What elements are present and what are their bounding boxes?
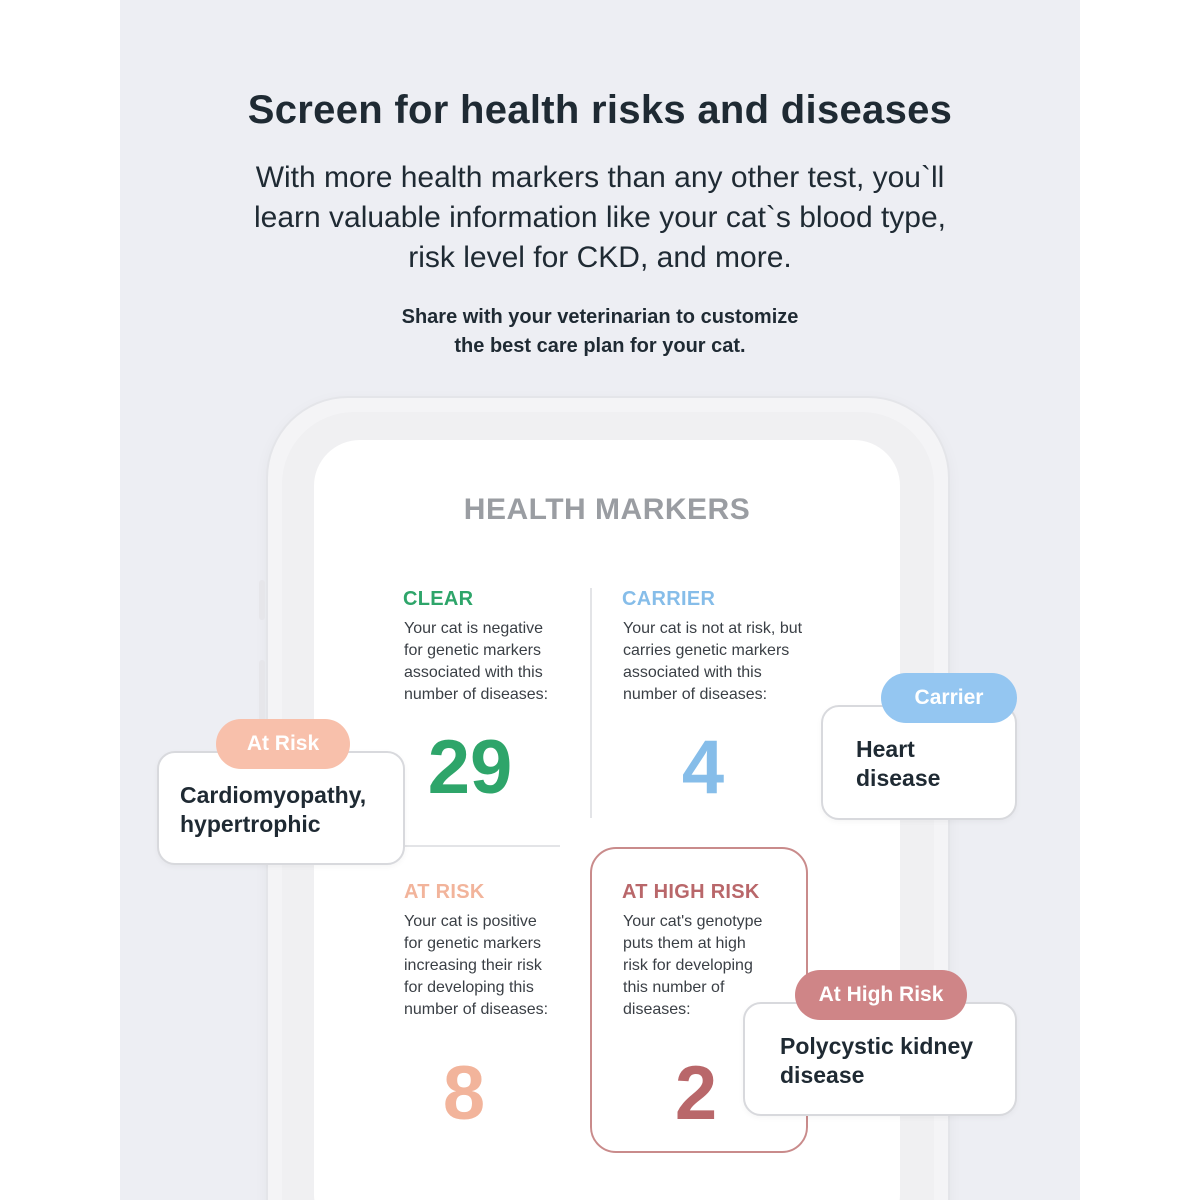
carrier-description [623,618,802,706]
subtitle-line: learn valuable information like your cat`s blood type, [253,201,947,234]
desc-line: diseases: [623,1001,691,1018]
background-panel [120,0,1080,1200]
page-title: Screen for health risks and diseases [247,88,953,132]
high-risk-label: AT HIGH RISK [622,881,760,903]
desc-line: Your cat is negative [404,620,544,637]
card-line: Polycystic kidney [780,1033,974,1059]
at-risk-disease-name [180,781,366,839]
desc-line: risk for developing [623,957,753,974]
at-risk-count: 8 [442,1051,486,1136]
desc-line: Your cat is positive [404,913,537,930]
subtitle-line: With more health markers than any other test, you`ll [255,161,945,194]
vertical-divider [590,588,592,818]
carrier-label: CARRIER [622,588,716,610]
high-risk-count: 2 [674,1051,718,1136]
card-line: hypertrophic [180,811,321,837]
phone-side-button [259,580,265,620]
high-risk-disease-name [780,1032,973,1090]
desc-line: for genetic markers [404,642,541,659]
vet-note [300,303,900,361]
subtitle-line: risk level for CKD, and more. [408,241,792,274]
desc-line: for genetic markers [404,935,541,952]
desc-line: number of diseases: [623,686,768,703]
desc-line: associated with this [623,664,762,681]
vet-note-line: the best care plan for your cat. [454,335,746,357]
card-line: Cardiomyopathy, [180,782,367,808]
desc-line: increasing their risk [404,957,542,974]
card-line: disease [780,1062,865,1088]
vet-note-line: Share with your veterinarian to customize [401,306,799,328]
at-risk-description [404,911,548,1021]
desc-line: number of diseases: [404,686,549,703]
desc-line: carries genetic markers [623,642,790,659]
high-risk-pill: At High Risk [795,970,967,1020]
card-line: Heart [856,736,915,762]
desc-line: number of diseases: [404,1001,549,1018]
card-line: disease [856,765,941,791]
carrier-count: 4 [681,725,725,810]
carrier-pill: Carrier [881,673,1017,723]
horizontal-divider [394,845,560,847]
subtitle [180,158,1020,278]
clear-label: CLEAR [403,588,474,610]
high-risk-description [623,911,762,1021]
desc-line: associated with this [404,664,543,681]
at-risk-label: AT RISK [404,881,485,903]
clear-count: 29 [427,725,513,810]
at-risk-pill: At Risk [216,719,350,769]
health-markers-title: HEALTH MARKERS [463,493,751,526]
desc-line: for developing this [404,979,534,996]
carrier-disease-name [856,735,940,793]
desc-line: puts them at high [623,935,746,952]
desc-line: Your cat's genotype [623,913,763,930]
desc-line: this number of [623,979,725,996]
clear-description [404,618,548,706]
desc-line: Your cat is not at risk, but [623,620,803,637]
